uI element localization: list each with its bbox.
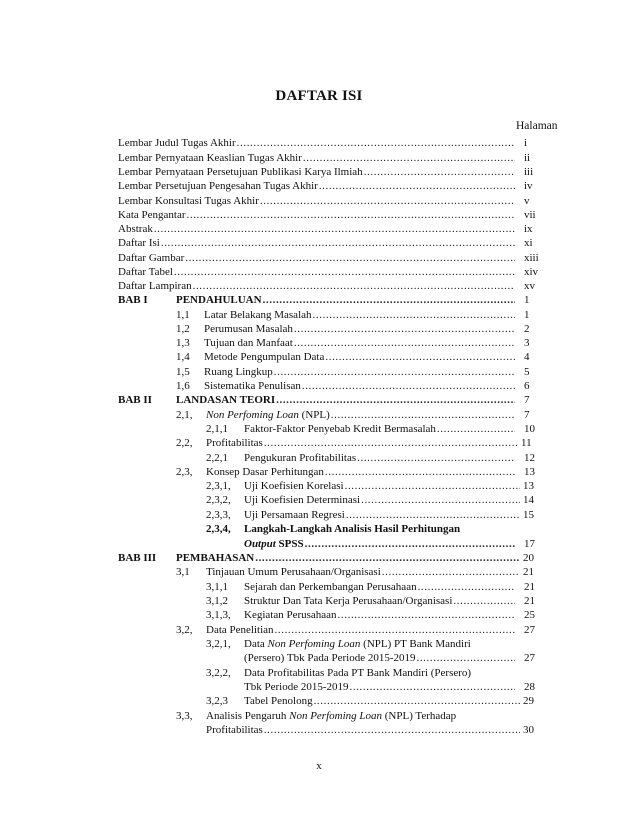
toc-entry: Tbk Periode 2015-2019 ..... 28	[118, 680, 538, 694]
toc-entry: 1,2 Perumusan Masalah ..... 2	[118, 322, 538, 336]
toc-entry: 2,3,3, Uji Persamaan Regresi ..... 15	[118, 508, 538, 522]
toc-entry: 3,1,1 Sejarah dan Perkembangan Perusahaan ..... 21	[118, 580, 538, 594]
toc-entry: (Persero) Tbk Pada Periode 2015-2019 ..... 27	[118, 651, 538, 665]
toc-entry: 3,2, Data Penelitian ..... 27	[118, 623, 538, 637]
toc-chapter: BAB III PEMBAHASAN ..... 20	[118, 551, 538, 565]
toc-entry: Daftar Isi ..... xi	[118, 236, 538, 250]
toc-entry: 3,2,2, Data Profitabilitas Pada PT Bank Mandiri (Persero)	[206, 667, 472, 679]
page-title: DAFTAR ISI	[275, 88, 363, 104]
toc-entry: 2,3,1, Uji Koefisien Korelasi ..... 13	[118, 479, 538, 493]
toc-entry: Profitabilitas ..... 30	[118, 723, 538, 737]
toc-entry: 3,1 Tinjauan Umum Perusahaan/Organisasi ..... 21	[118, 565, 538, 579]
toc-entry: Lembar Konsultasi Tugas Akhir ..... v	[118, 194, 538, 208]
page-column-header: Halaman	[516, 120, 558, 132]
toc-entry: 2,3,4, Langkah-Langkah Analisis Hasil Perhitungan	[206, 523, 461, 535]
toc-entry: Output SPSS ..... 17	[118, 537, 538, 551]
toc-chapter: BAB I PENDAHULUAN ..... 1	[118, 293, 538, 307]
toc-entry: 2,2,1 Pengukuran Profitabilitas ..... 12	[118, 451, 538, 465]
toc-entry: 1,6 Sistematika Penulisan ..... 6	[118, 379, 538, 393]
toc-entry: Daftar Gambar ..... xiii	[118, 251, 538, 265]
chapter-number: BAB III	[118, 552, 157, 564]
toc-entry: Lembar Persetujuan Pengesahan Tugas Akhir ..... iv	[118, 179, 538, 193]
toc-entry: Daftar Tabel ..... xiv	[118, 265, 538, 279]
toc-entry: 2,3,2, Uji Koefisien Determinasi ..... 14	[118, 493, 538, 507]
toc-entry: 3,3, Analisis Pengaruh Non Perfoming Loan (NPL) Terhadap	[176, 710, 457, 722]
toc-entry: 2,1, Non Perfoming Loan (NPL) ..... 7	[118, 408, 538, 422]
toc-entry: 2,3, Konsep Dasar Perhitungan ..... 13	[118, 465, 538, 479]
page-number: x	[316, 760, 322, 772]
toc-entry: 3,1,3, Kegiatan Perusahaan ..... 25	[118, 608, 538, 622]
toc-entry: 1,1 Latar Belakang Masalah ..... 1	[118, 308, 538, 322]
toc-entry: 1,5 Ruang Lingkup ..... 5	[118, 365, 538, 379]
toc-entry: Kata Pengantar ..... vii	[118, 208, 538, 222]
toc-entry: 2,1,1 Faktor-Faktor Penyebab Kredit Bermasalah ..... 10	[118, 422, 538, 436]
toc-entry: Daftar Lampiran ..... xv	[118, 279, 538, 293]
toc-entry: 1,3 Tujuan dan Manfaat ..... 3	[118, 336, 538, 350]
toc-chapter: BAB II LANDASAN TEORI ..... 7	[118, 393, 538, 407]
chapter-number: BAB I	[118, 294, 148, 306]
toc-entry: Abstrak ..... ix	[118, 222, 538, 236]
toc-entry: Lembar Judul Tugas Akhir ..... i	[118, 136, 538, 150]
toc-entry: 1,4 Metode Pengumpulan Data ..... 4	[118, 350, 538, 364]
toc-entry: Lembar Pernyataan Persetujuan Publikasi Karya Ilmiah ..... iii	[118, 165, 538, 179]
toc-entry: 3,1,2 Struktur Dan Tata Kerja Perusahaan/Organisasi ..... 21	[118, 594, 538, 608]
toc-entry: 2,2, Profitabilitas ..... 11	[118, 436, 538, 450]
toc-entry: 3,2,3 Tabel Penolong ..... 29	[118, 694, 538, 708]
toc-entry: 3,2,1, Data Non Perfoming Loan (NPL) PT Bank Mandiri	[206, 638, 471, 650]
chapter-number: BAB II	[118, 394, 152, 406]
toc-entry: Lembar Pernyataan Keaslian Tugas Akhir ..... ii	[118, 151, 538, 165]
